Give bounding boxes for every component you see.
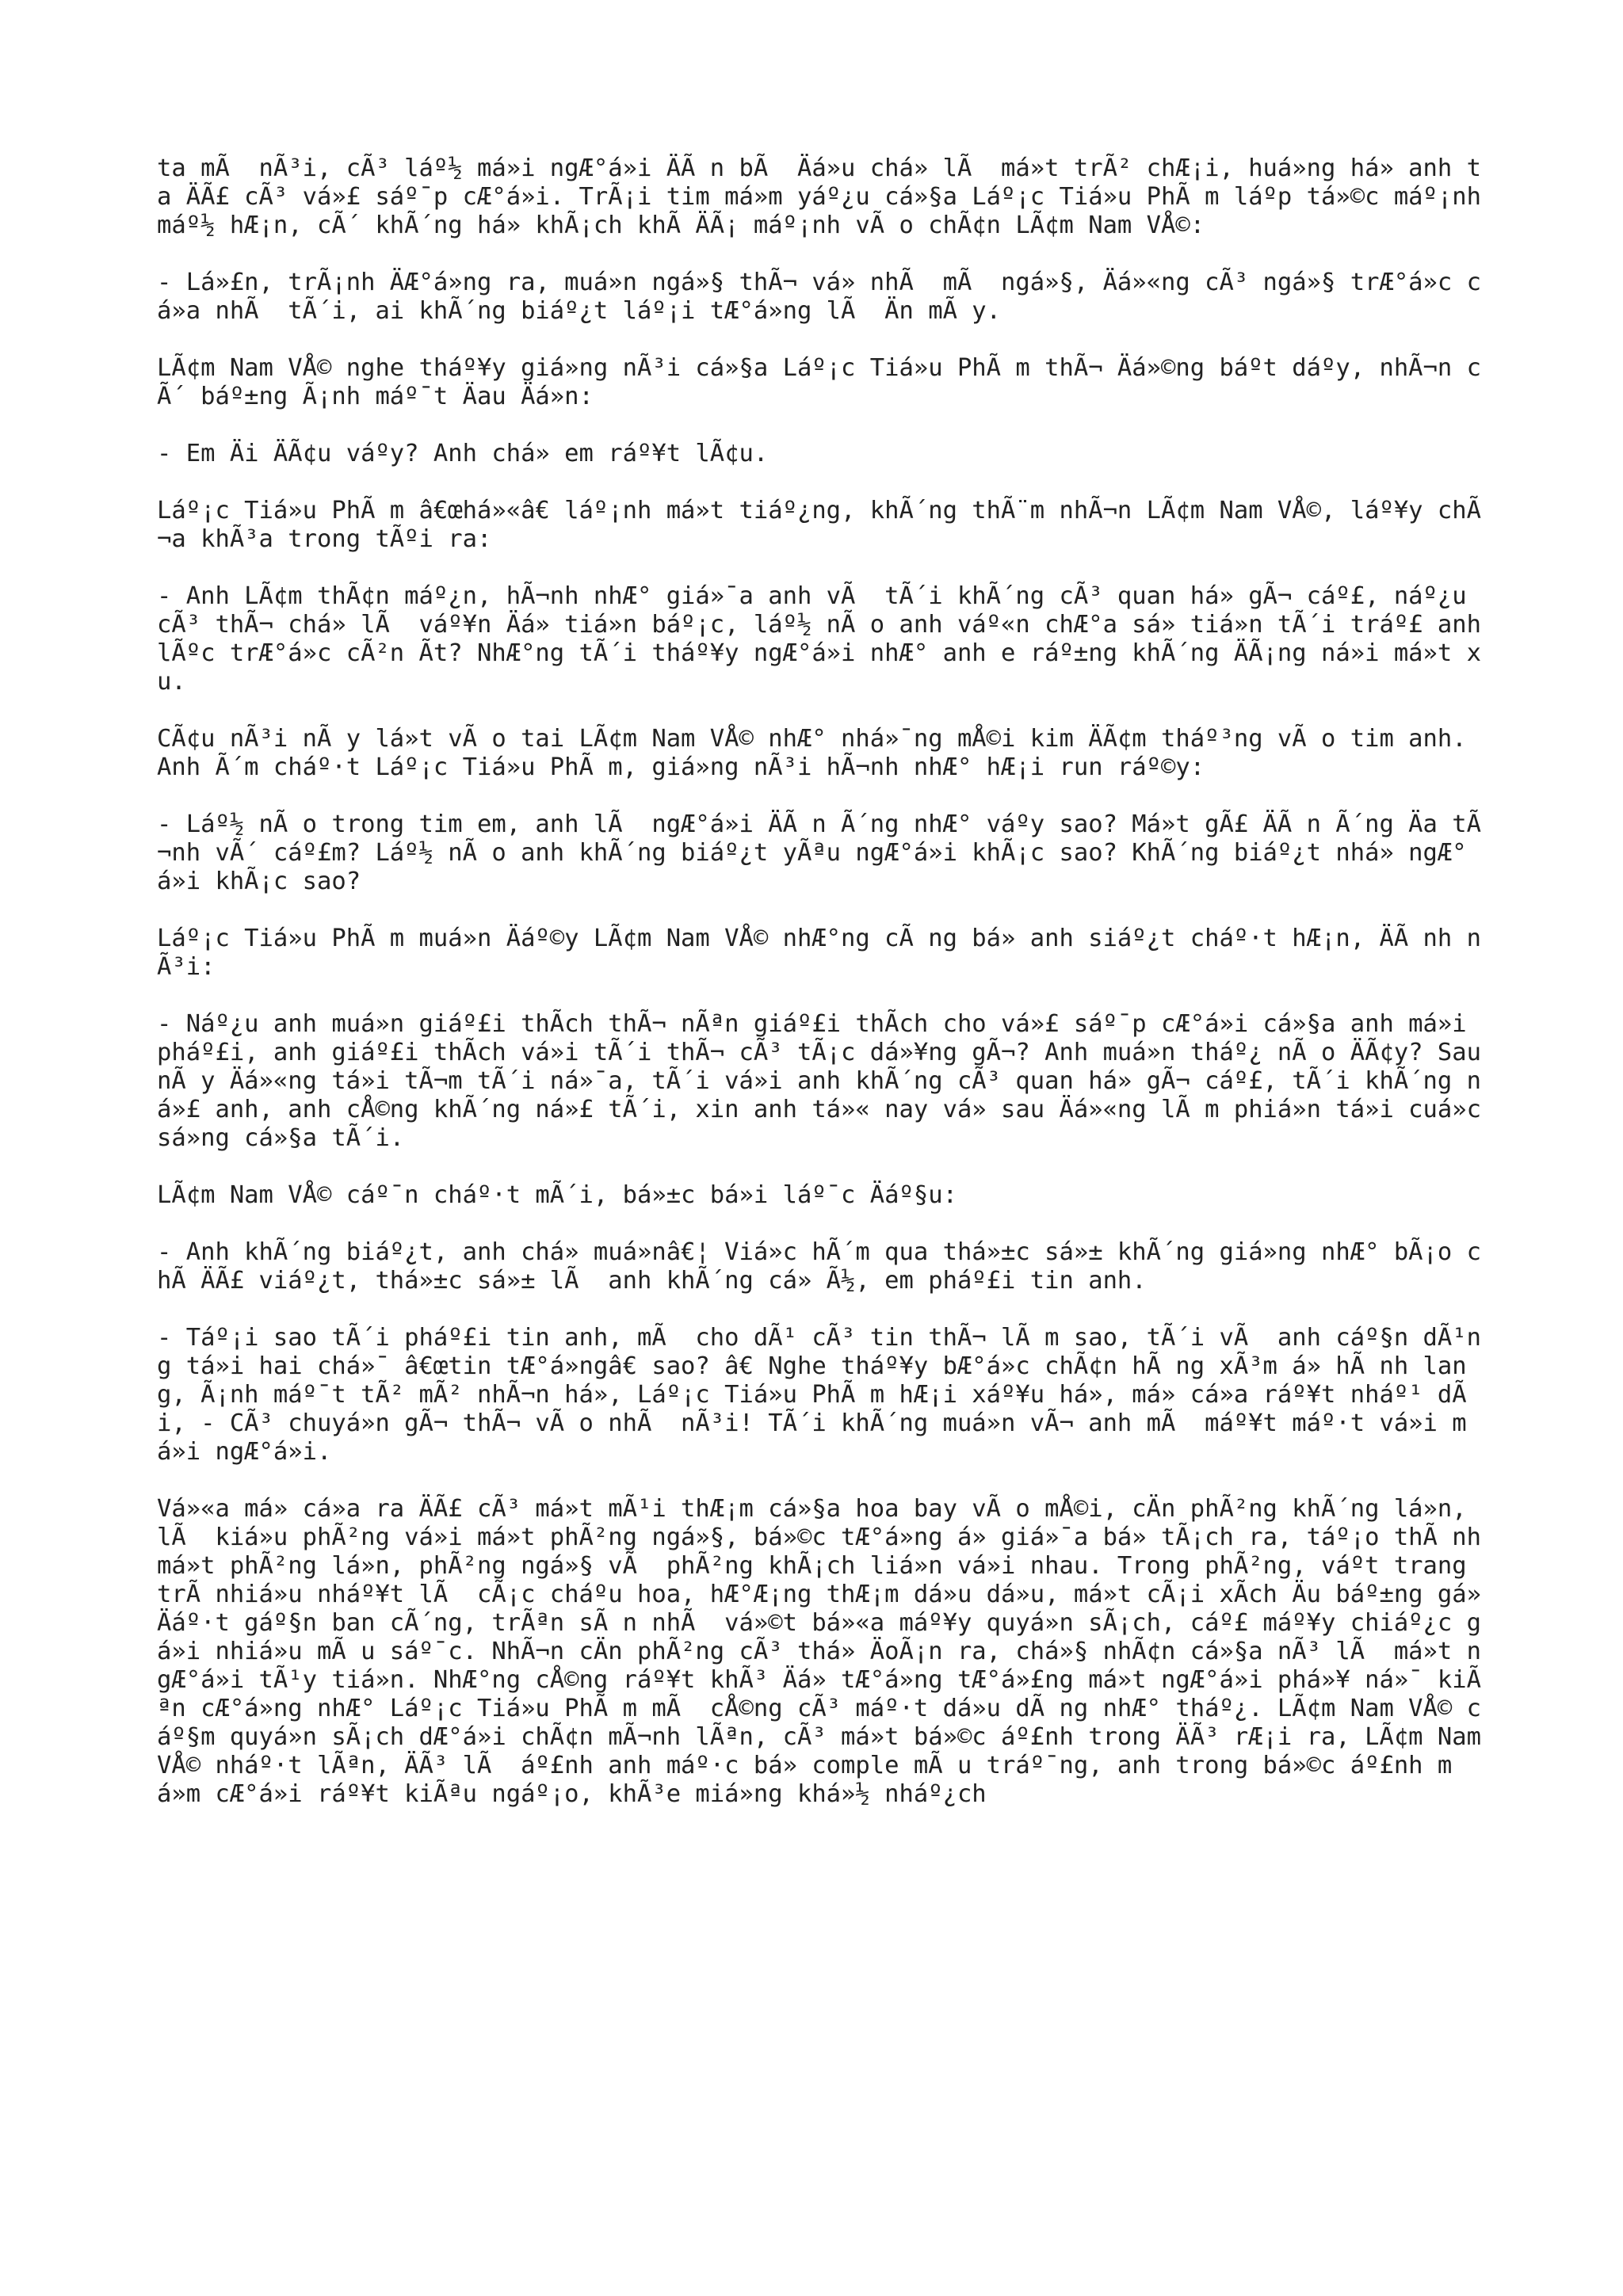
paragraph: - Anh khÃ´ng biáº¿t, anh chá» muá»nâ€¦ Viá»c hÃ´m qua thá»±c sá»± khÃ´ng giá»ng nhÆ° bÃ¡o chÃ ÄÃ£ viáº¿t, thá»±c sá»± lÃ anh khÃ´ng cá» Ã½, em pháº£i tin anh. (157, 1238, 1481, 1295)
paragraph: LÃ¢m Nam VÅ© nghe tháº¥y giá»ng nÃ³i cá»§a Láº¡c Tiá»u PhÃ m thÃ¬ Äá»©ng báºt dáºy, nhÃ¬n cÃ´ báº±ng Ã¡nh máº¯t Äau Äá»n: (157, 354, 1481, 410)
paragraph: - Em Äi ÄÃ¢u váºy? Anh chá» em ráº¥t lÃ¢u. (157, 440, 769, 467)
paragraph: CÃ¢u nÃ³i nÃ y lá»t vÃ o tai LÃ¢m Nam VÅ© nhÆ° nhá»¯ng mÅ©i kim ÄÃ¢m tháº³ng vÃ o tim anh. Anh Ã´m cháº·t Láº¡c Tiá»u PhÃ m, giá»ng nÃ³i hÃ¬nh nhÆ° hÆ¡i run ráº©y: (157, 725, 1482, 781)
paragraph: LÃ¢m Nam VÅ© cáº¯n cháº·t mÃ´i, bá»±c bá»i láº¯c Äáº§u: (157, 1181, 957, 1209)
paragraph: - Láº½ nÃ o trong tim em, anh lÃ ngÆ°á»i ÄÃ n Ã´ng nhÆ° váºy sao? Má»t gÃ£ ÄÃ n Ã´ng Äa tÃ¬nh vÃ´ cáº£m? Láº½ nÃ o anh khÃ´ng biáº¿t yÃªu ngÆ°á»i khÃ¡c sao? KhÃ´ng biáº¿t nhá» ngÆ°á»i khÃ¡c sao? (157, 810, 1481, 895)
paragraph: - Táº¡i sao tÃ´i pháº£i tin anh, mÃ cho dÃ¹ cÃ³ tin thÃ¬ lÃ m sao, tÃ´i vÃ anh cáº§n dÃ¹ng tá»i hai chá»¯ â€œtin tÆ°á»ngâ€ sao? â€ Nghe tháº¥y bÆ°á»c chÃ¢n hÃ ng xÃ³m á» hÃ nh lang, Ã¡nh máº¯t tÃ² mÃ² nhÃ¬n há», Láº¡c Tiá»u PhÃ m hÆ¡i xáº¥u há», má» cá»a ráº¥t nháº¹ dÃ i, - CÃ³ chuyá»n gÃ¬ thÃ¬ vÃ o nhÃ nÃ³i! TÃ´i khÃ´ng muá»n vÃ¬ anh mÃ máº¥t máº·t vá»i má»i ngÆ°á»i. (157, 1324, 1482, 1466)
paragraph: - Anh LÃ¢m thÃ¢n máº¿n, hÃ¬nh nhÆ° giá»¯a anh vÃ tÃ´i khÃ´ng cÃ³ quan há» gÃ¬ cáº£, náº¿u cÃ³ thÃ¬ chá» lÃ váº¥n Äá» tiá»n báº¡c, láº½ nÃ o anh váº«n chÆ°a sá» tiá»n tÃ´i tráº£ anh lÃºc trÆ°á»c cÃ²n Ãt? NhÆ°ng tÃ´i tháº¥y ngÆ°á»i nhÆ° anh e ráº±ng khÃ´ng ÄÃ¡ng ná»i má»t xu. (157, 582, 1496, 696)
paragraph: ta mÃ nÃ³i, cÃ³ láº½ má»i ngÆ°á»i ÄÃ n bÃ Äá»u chá» lÃ má»t trÃ² chÆ¡i, huá»ng há» anh ta ÄÃ£ cÃ³ vá»£ sáº¯p cÆ°á»i. TrÃ¡i tim má»m yáº¿u cá»§a Láº¡c Tiá»u PhÃ m láºp tá»©c máº¡nh máº½ hÆ¡n, cÃ´ khÃ´ng há» khÃ¡ch khÃ ÄÃ¡ máº¡nh vÃ o chÃ¢n LÃ¢m Nam VÅ©: (157, 154, 1496, 239)
paragraph: - Náº¿u anh muá»n giáº£i thÃch thÃ¬ nÃªn giáº£i thÃch cho vá»£ sáº¯p cÆ°á»i cá»§a anh má»i pháº£i, anh giáº£i thÃch vá»i tÃ´i thÃ¬ cÃ³ tÃ¡c dá»¥ng gÃ¬? Anh muá»n tháº¿ nÃ o ÄÃ¢y? Sau nÃ y Äá»«ng tá»i tÃ¬m tÃ´i ná»¯a, tÃ´i vá»i anh khÃ´ng cÃ³ quan há» gÃ¬ cáº£, tÃ´i khÃ´ng ná»£ anh, anh cÅ©ng khÃ´ng ná»£ tÃ´i, xin anh tá»« nay vá» sau Äá»«ng lÃ m phiá»n tá»i cuá»c sá»ng cá»§a tÃ´i. (157, 1010, 1496, 1152)
paragraph: - Lá»£n, trÃ¡nh ÄÆ°á»ng ra, muá»n ngá»§ thÃ¬ vá» nhÃ mÃ ngá»§, Äá»«ng cÃ³ ngá»§ trÆ°á»c cá»a nhÃ tÃ´i, ai khÃ´ng biáº¿t láº¡i tÆ°á»ng lÃ Än mÃ y. (157, 269, 1481, 325)
paragraph: Láº¡c Tiá»u PhÃ m â€œhá»«â€ láº¡nh má»t tiáº¿ng, khÃ´ng thÃ¨m nhÃ¬n LÃ¢m Nam VÅ©, láº¥y chÃ¬a khÃ³a trong tÃºi ra: (157, 497, 1481, 553)
document-page (157, 154, 1496, 1837)
paragraph: Vá»«a má» cá»a ra ÄÃ£ cÃ³ má»t mÃ¹i thÆ¡m cá»§a hoa bay vÃ o mÅ©i, cÄn phÃ²ng khÃ´ng lá»n, lÃ kiá»u phÃ²ng vá»i má»t phÃ²ng ngá»§, bá»©c tÆ°á»ng á» giá»¯a bá» tÃ¡ch ra, táº¡o thÃ nh má»t phÃ²ng lá»n, phÃ²ng ngá»§ vÃ phÃ²ng khÃ¡ch liá»n vá»i nhau. Trong phÃ²ng, váºt trang trÃ nhiá»u nháº¥t lÃ cÃ¡c cháºu hoa, hÆ°Æ¡ng thÆ¡m dá»u dá»u, má»t cÃ¡i xÃch Äu báº±ng gá» Äáº·t gáº§n ban cÃ´ng, trÃªn sÃ n nhÃ vá»©t bá»«a máº¥y quyá»n sÃ¡ch, cáº£ máº¥y chiáº¿c gá»i nhiá»u mÃ u sáº¯c. NhÃ¬n cÄn phÃ²ng cÃ³ thá» ÄoÃ¡n ra, chá»§ nhÃ¢n cá»§a nÃ³ lÃ má»t ngÆ°á»i tÃ¹y tiá»n. NhÆ°ng cÅ©ng ráº¥t khÃ³ Äá» tÆ°á»ng tÆ°á»£ng má»t ngÆ°á»i phá»¥ ná»¯ kiÃªn cÆ°á»ng nhÆ° Láº¡c Tiá»u PhÃ m mÃ cÅ©ng cÃ³ máº·t dá»u dÃ ng nhÆ° tháº¿. LÃ¢m Nam VÅ© cáº§m quyá»n sÃ¡ch dÆ°á»i chÃ¢n mÃ¬nh lÃªn, cÃ³ má»t bá»©c áº£nh trong ÄÃ³ rÆ¡i ra, LÃ¢m Nam VÅ© nháº·t lÃªn, ÄÃ³ lÃ áº£nh anh máº·c bá» comple mÃ u tráº¯ng, anh trong bá»©c áº£nh má»m cÆ°á»i ráº¥t kiÃªu ngáº¡o, khÃ³e miá»ng khá»½ nháº¿ch (157, 1495, 1496, 1808)
paragraph: Láº¡c Tiá»u PhÃ m muá»n Äáº©y LÃ¢m Nam VÅ© nhÆ°ng cÃ ng bá» anh siáº¿t cháº·t hÆ¡n, ÄÃ nh nÃ³i: (157, 925, 1481, 981)
